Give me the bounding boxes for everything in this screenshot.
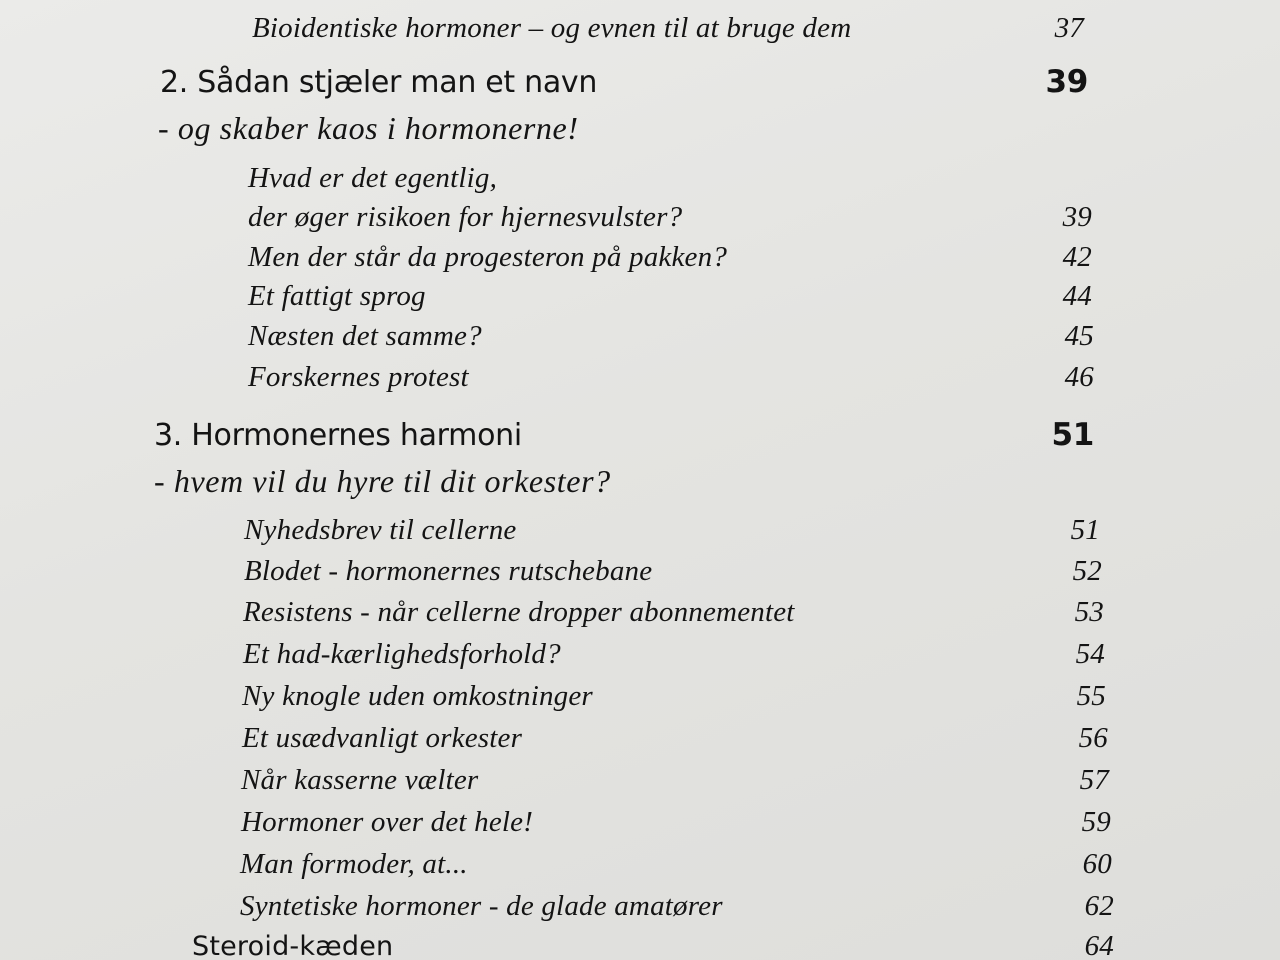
toc-entry-page: 46 xyxy=(1064,361,1094,393)
chapter-heading xyxy=(154,417,1094,453)
toc-entry xyxy=(248,280,1092,313)
toc-entry-page: 62 xyxy=(1084,890,1114,922)
toc-entry xyxy=(248,320,1094,353)
toc-entry-label: Når kasserne vælter xyxy=(241,764,479,796)
chapter-page: 51 xyxy=(1051,417,1094,453)
toc-entry-page: 51 xyxy=(1070,514,1100,546)
toc-entry xyxy=(244,555,1102,588)
chapter-title: 3. Hormonernes harmoni xyxy=(154,418,522,453)
toc-entry xyxy=(248,241,1092,274)
toc-entry-label: Blodet - hormonernes rutschebane xyxy=(244,555,653,587)
toc-entry xyxy=(248,162,1090,195)
toc-entry-label: Nyhedsbrev til cellerne xyxy=(244,514,517,546)
toc-entry-page: 42 xyxy=(1062,241,1092,273)
toc-entry-label: Hvad er det egentlig, xyxy=(248,162,498,194)
toc-entry xyxy=(244,514,1100,547)
chapter-subtitle-text: - og skaber kaos i hormonerne! xyxy=(158,110,579,146)
toc-entry-label: Men der står da progesteron på pakken? xyxy=(248,241,728,273)
toc-entry-label: Syntetiske hormoner - de glade amatører xyxy=(240,890,723,922)
toc-entry-page: 44 xyxy=(1062,280,1092,312)
toc-entry xyxy=(242,722,1108,755)
toc-entry-page: 64 xyxy=(1084,930,1114,960)
toc-entry xyxy=(242,680,1106,713)
toc-entry-label: Resistens - når cellerne dropper abonnementet xyxy=(243,596,795,628)
toc-entry-page: 53 xyxy=(1074,596,1104,628)
toc-entry xyxy=(192,930,1114,960)
toc-entry xyxy=(248,361,1094,394)
toc-entry-page: 55 xyxy=(1076,680,1106,712)
toc-entry-page: 37 xyxy=(1054,12,1084,44)
toc-entry-label: der øger risikoen for hjernesvulster? xyxy=(248,201,683,233)
toc-entry-label: Ny knogle uden omkostninger xyxy=(242,680,593,712)
toc-entry xyxy=(243,638,1105,671)
toc-entry xyxy=(240,890,1114,923)
toc-entry-label: Et fattigt sprog xyxy=(248,280,426,312)
toc-entry xyxy=(252,12,1084,45)
toc-entry xyxy=(248,201,1092,234)
toc-entry-label: Man formoder, at... xyxy=(240,848,468,880)
toc-entry-page: 60 xyxy=(1082,848,1112,880)
toc-entry xyxy=(240,848,1112,881)
toc-entry xyxy=(243,596,1104,629)
chapter-subtitle xyxy=(154,463,794,500)
toc-entry-page: 56 xyxy=(1078,722,1108,754)
chapter-page: 39 xyxy=(1045,64,1088,100)
toc-entry-label: Steroid-kæden xyxy=(192,931,394,960)
toc-entry-page: 45 xyxy=(1064,320,1094,352)
toc-entry-page: 59 xyxy=(1081,806,1111,838)
toc-entry-page: 54 xyxy=(1075,638,1105,670)
chapter-subtitle xyxy=(158,110,758,147)
toc-entry xyxy=(241,806,1111,839)
toc-entry-page: 57 xyxy=(1079,764,1109,796)
toc-entry-page: 52 xyxy=(1072,555,1102,587)
toc-entry-label: Næsten det samme? xyxy=(248,320,482,352)
chapter-title: 2. Sådan stjæler man et navn xyxy=(160,65,598,100)
toc-entry xyxy=(241,764,1109,797)
toc-entry-label: Hormoner over det hele! xyxy=(241,806,534,838)
toc-entry-label: Et usædvanligt orkester xyxy=(242,722,523,754)
toc-entry-page: 39 xyxy=(1062,201,1092,233)
toc-entry-label: Et had-kærlighedsforhold? xyxy=(243,638,561,670)
toc-entry-label: Bioidentiske hormoner – og evnen til at bruge dem xyxy=(252,12,852,44)
chapter-subtitle-text: - hvem vil du hyre til dit orkester? xyxy=(154,463,611,499)
toc-entry-label: Forskernes protest xyxy=(248,361,469,393)
chapter-heading xyxy=(160,64,1088,100)
